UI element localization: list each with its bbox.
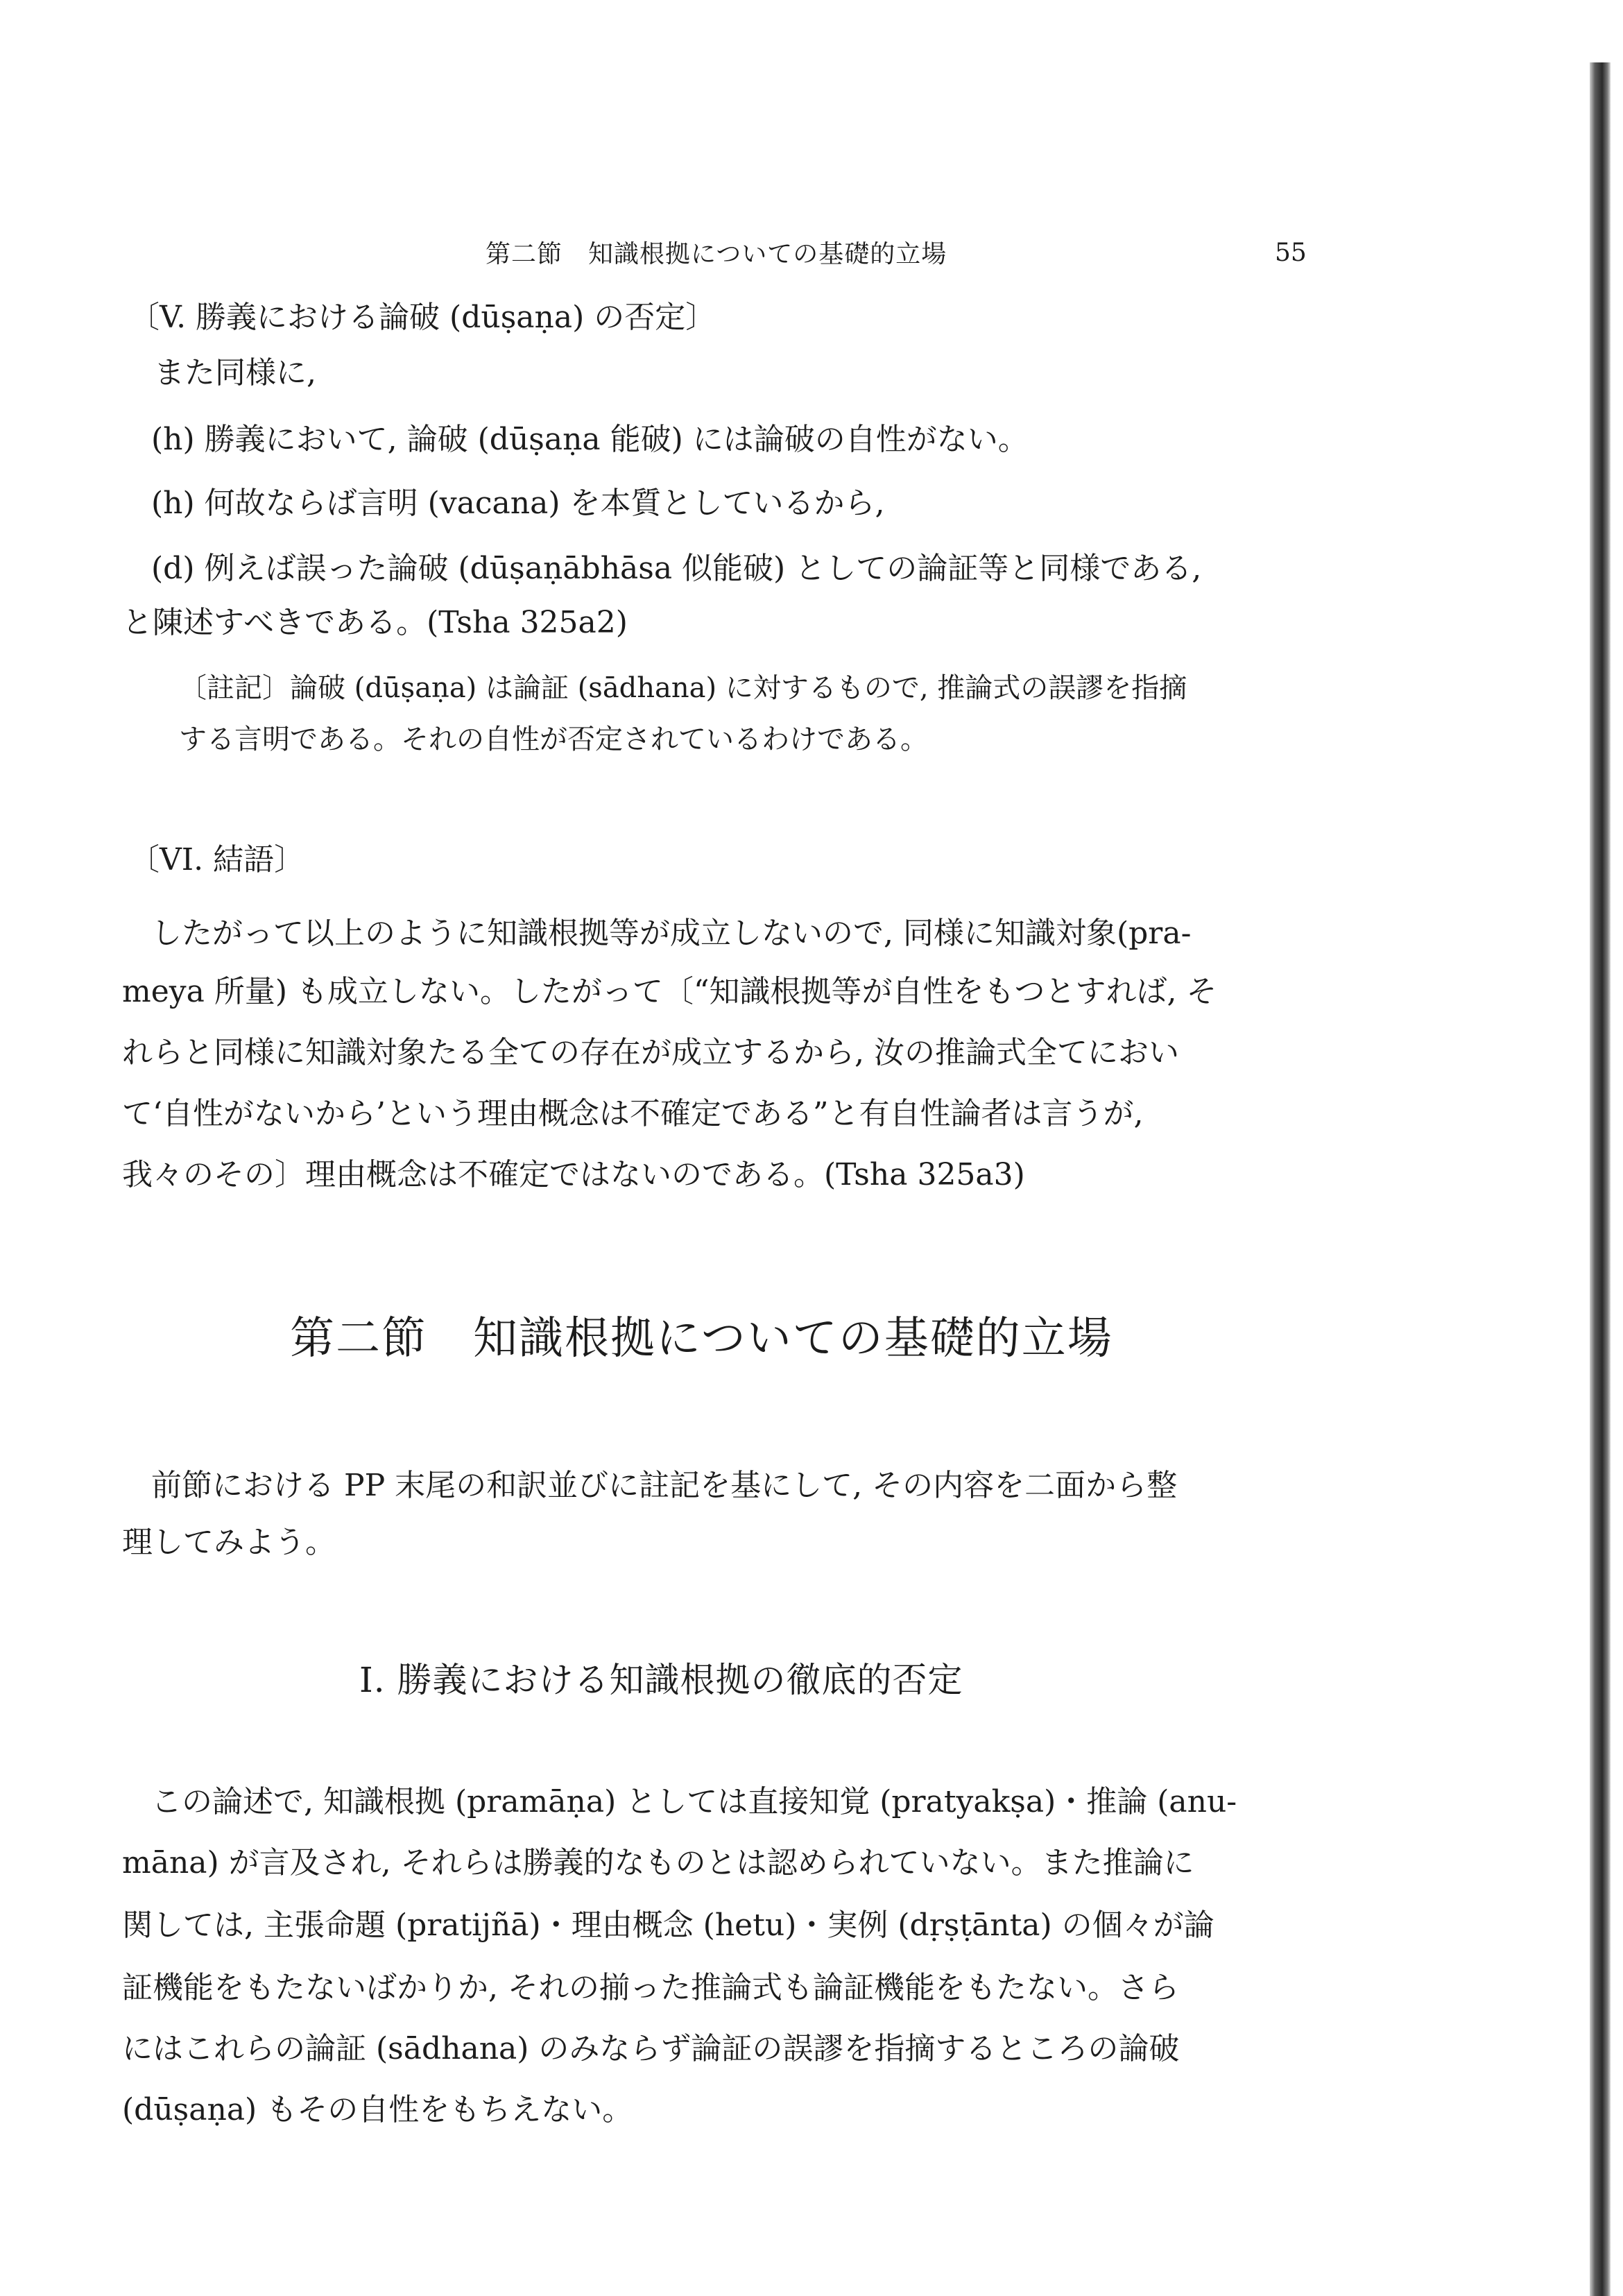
section-v-note-line: する言明である。それの自性が否定されているわけである。 — [179, 723, 928, 755]
section-v-line: (d) 例えば誤った論破 (dūṣaṇābhāsa 似能破) としての論証等と同様である, — [151, 551, 1202, 586]
section-v-line: (h) 何故ならば言明 (vacana) を本質としているから, — [151, 486, 885, 521]
section-heading: 第二節 知識根拠についての基礎的立場 — [290, 1313, 1113, 1364]
section-vi-line: れらと同様に知識対象たる全ての存在が成立するから, 汝の推論式全てにおい — [122, 1035, 1179, 1070]
intro-line: 前節における PP 末尾の和訳並びに註記を基にして, その内容を二面から整 — [151, 1468, 1178, 1503]
book-spine-shadow — [1590, 62, 1611, 2296]
subsection-line: この論述で, 知識根拠 (pramāṇa) としては直接知覚 (pratyakṣa)・推論 (anu- — [151, 1784, 1237, 1819]
section-vi-heading: 〔VI. 結語〕 — [129, 842, 305, 877]
page-number: 55 — [1275, 239, 1307, 267]
running-head — [0, 234, 1623, 276]
subsection-line: māna) が言及され, それらは勝義的なものとは認められていない。また推論に — [122, 1845, 1194, 1881]
subsection-heading: I. 勝義における知識根拠の徹底的否定 — [359, 1660, 963, 1700]
section-v-note-line: 〔註記〕論破 (dūṣaṇa) は論証 (sādhana) に対するもので, 推論式の誤謬を指摘 — [179, 672, 1187, 704]
section-v-heading: 〔V. 勝義における論破 (dūṣaṇa) の否定〕 — [129, 300, 716, 335]
section-vi-line: 我々のその〕理由概念は不確定ではないのである。(Tsha 325a3) — [122, 1157, 1025, 1192]
subsection-line: にはこれらの論証 (sādhana) のみならず論証の誤謬を指摘するところの論破 — [122, 2031, 1180, 2066]
section-vi-line: したがって以上のように知識根拠等が成立しないので, 同様に知識対象(pra- — [151, 916, 1192, 951]
subsection-line: 証機能をもたないばかりか, それの揃った推論式も論証機能をもたない。さら — [122, 1970, 1179, 2005]
subsection-line: (dūṣaṇa) もその自性をもちえない。 — [122, 2092, 633, 2127]
section-v-line: と陳述すべきである。(Tsha 325a2) — [122, 605, 628, 640]
section-vi-line: meya 所量) も成立しない。したがって〔“知識根拠等が自性をもつとすれば, そ — [122, 974, 1217, 1009]
section-vi-line: て‘自性がないから’という理由概念は不確定である”と有自性論者は言うが, — [122, 1096, 1144, 1131]
section-v-line: また同様に, — [154, 355, 316, 391]
subsection-line: 関しては, 主張命題 (pratijñā)・理由概念 (hetu)・実例 (dṛṣṭānta) の個々が論 — [122, 1908, 1214, 1943]
intro-line: 理してみよう。 — [122, 1525, 336, 1560]
running-head-title: 第二節 知識根拠についての基礎的立場 — [486, 240, 947, 268]
section-v-line: (h) 勝義において, 論破 (dūṣaṇa 能破) には論破の自性がない。 — [151, 422, 1029, 457]
